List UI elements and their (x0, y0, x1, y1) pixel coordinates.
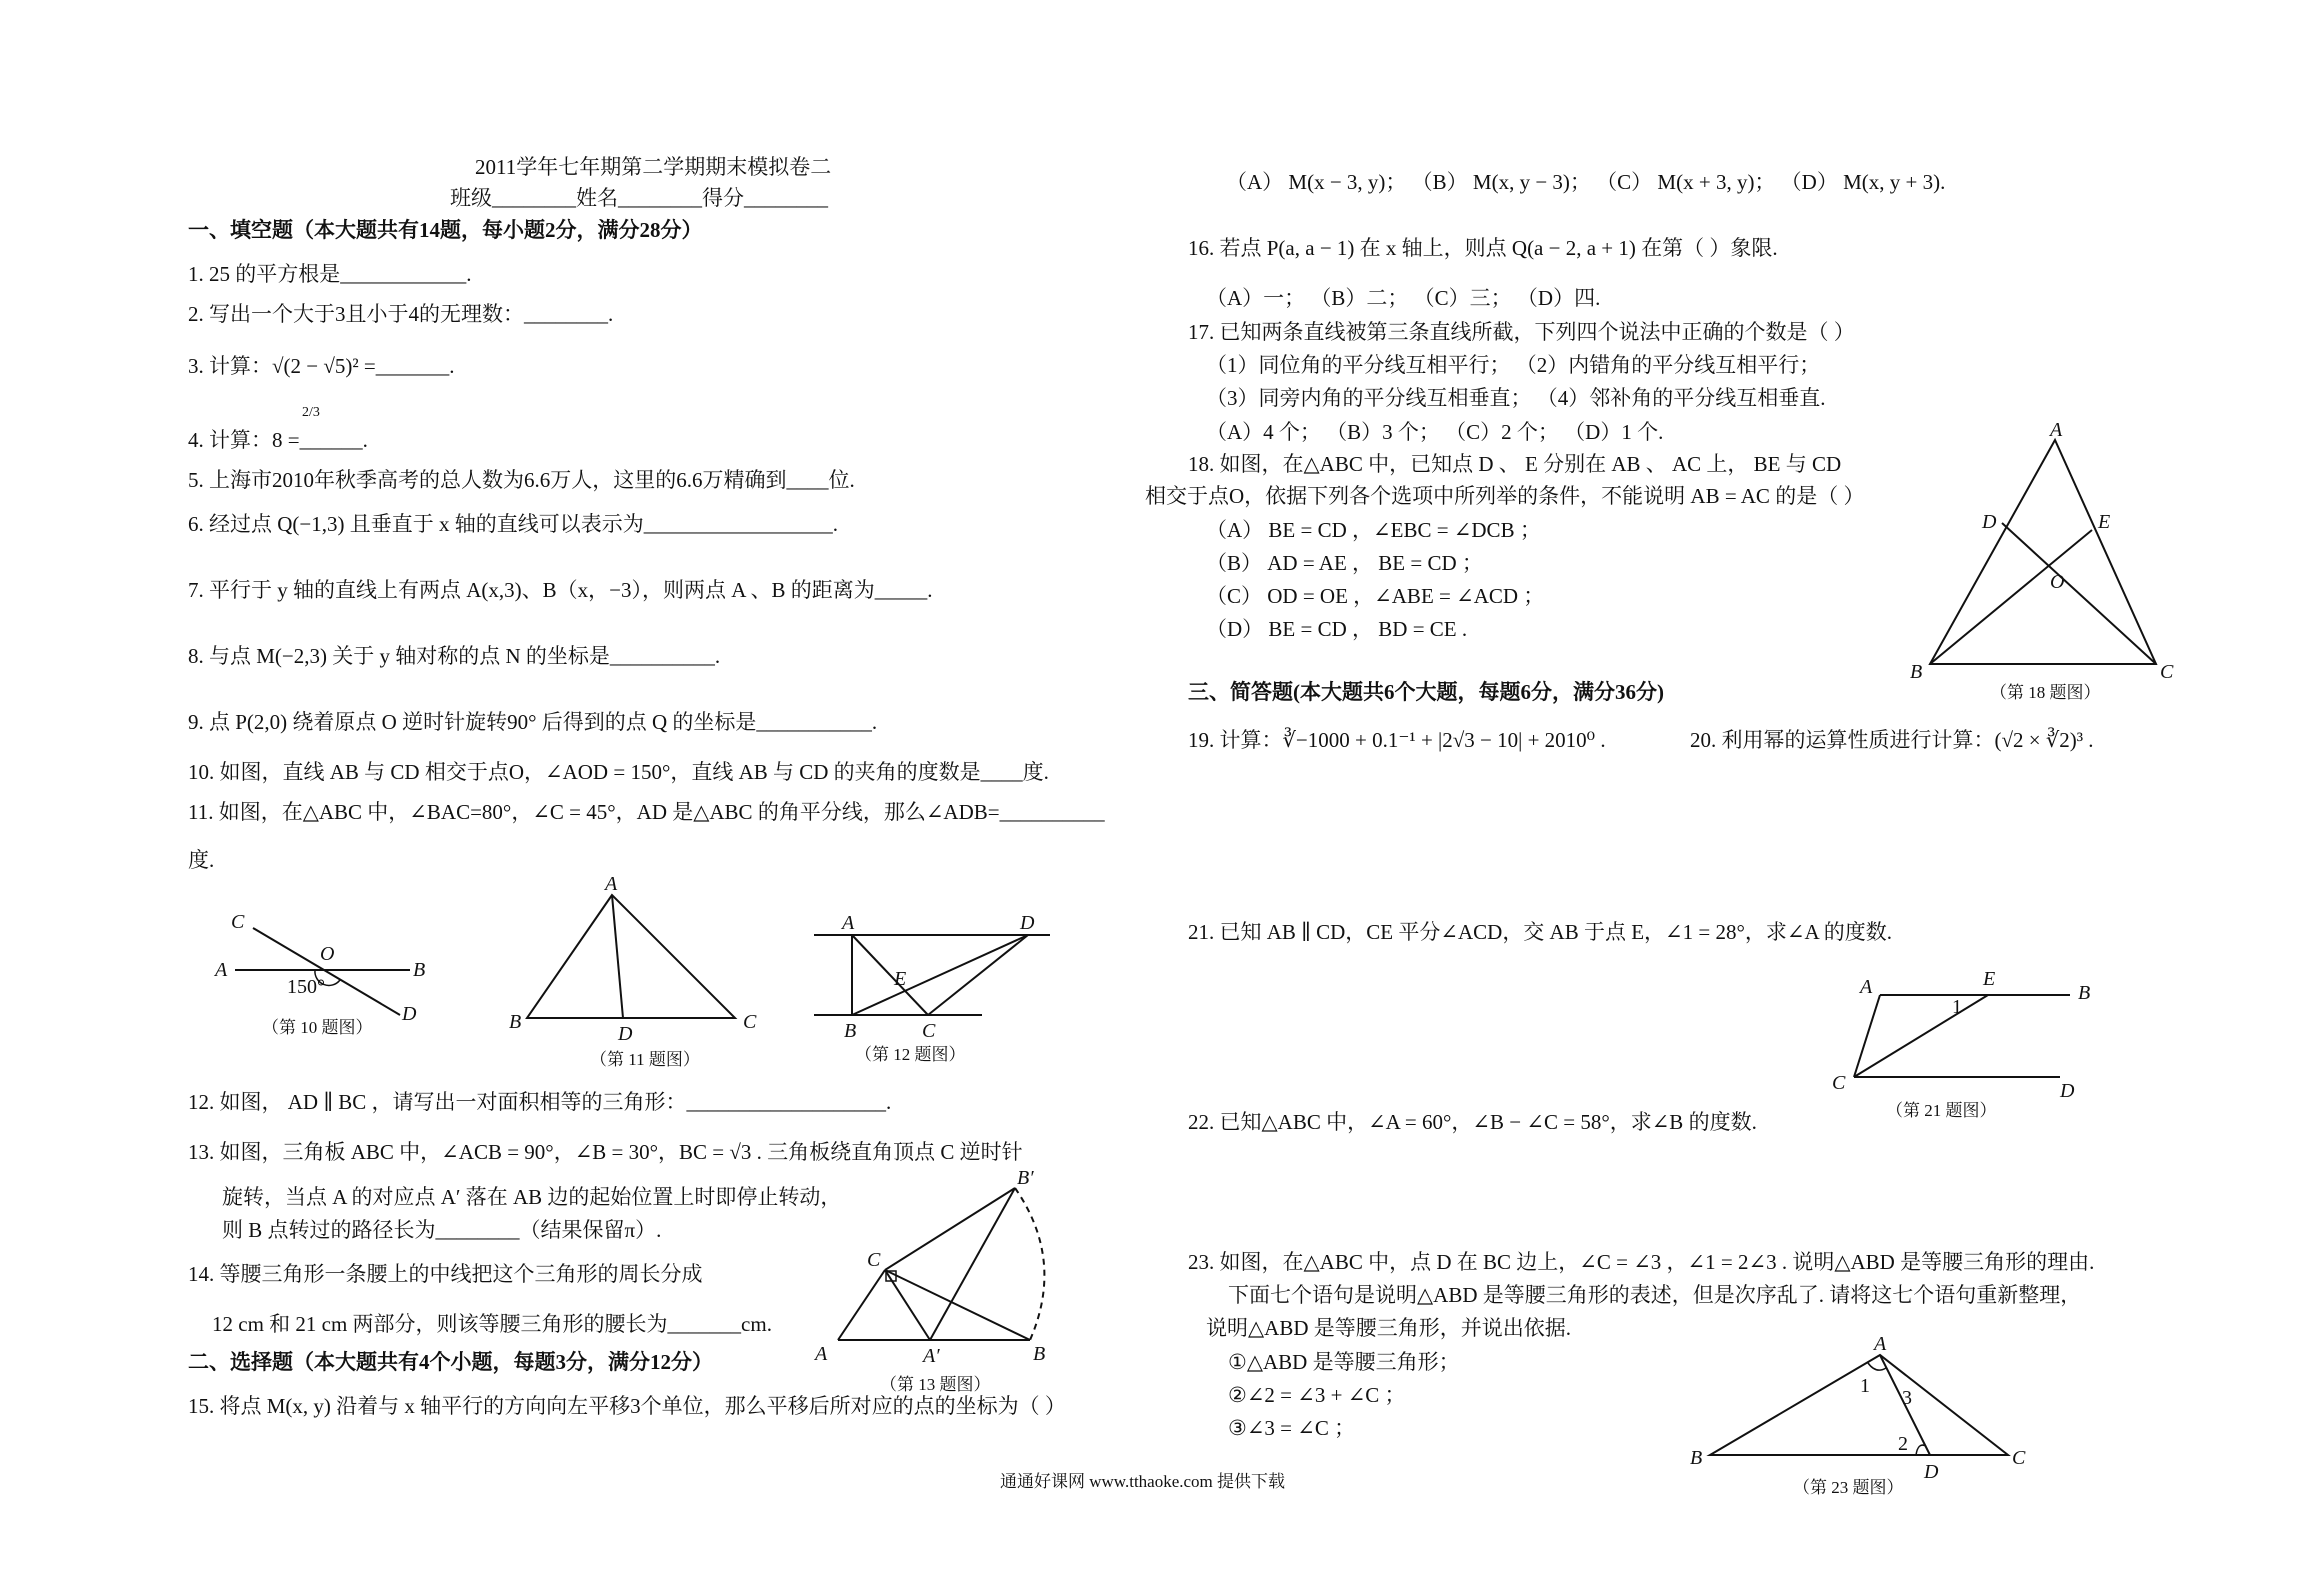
label-b: B (1690, 1447, 1703, 1469)
question-11-unit: 度. (188, 848, 215, 872)
figure-21-caption: （第 21 题图） (1886, 1101, 1997, 1120)
question-13-line-1: 13. 如图，三角板 ABC 中，∠ACB = 90°，∠B = 30°，BC = √3 . 三角板绕直角顶点 C 逆时针 (188, 1140, 1023, 1164)
triangle-abc (1710, 1355, 2008, 1455)
question-23-statement-2: ②∠2 = ∠3 + ∠C ； (1228, 1383, 1406, 1407)
label-d: D (618, 1023, 633, 1045)
question-9: 9. 点 P(2,0) 绕着原点 O 逆时针旋转90° 后得到的点 Q 的坐标是___________. (188, 710, 878, 734)
label-a: A (1860, 976, 1873, 998)
question-17-options: （A）4 个； （B）3 个； （C）2 个； （D）1 个. (1206, 420, 1664, 444)
label-b: B (413, 959, 426, 981)
question-18-option-d: （D） BE = CD ， BD = CE . (1206, 617, 1468, 641)
question-22: 22. 已知△ABC 中，∠A = 60°，∠B − ∠C = 58°，求∠B 的度数. (1188, 1110, 1757, 1134)
label-o: O (2050, 571, 2065, 593)
label-c: C (743, 1011, 757, 1033)
question-17: 17. 已知两条直线被第三条直线所截，下列四个说法中正确的个数是（ ） (1188, 320, 1855, 344)
page-title: 2011学年七年期第二学期期末模拟卷二 (475, 155, 832, 179)
segment-db (852, 935, 1028, 1015)
question-16-options: （A）一； （B）二； （C）三； （D）四. (1206, 286, 1601, 310)
question-23-line-2: 下面七个语句是说明△ABD 是等腰三角形的表述，但是次序乱了. 请将这七个语句重新整理， (1228, 1283, 2082, 1307)
angle-3-label: 3 (1902, 1387, 1912, 1409)
label-c: C (2012, 1447, 2026, 1469)
label-e: E (2098, 511, 2111, 533)
label-b: B (1033, 1343, 1046, 1365)
label-b: B (2078, 982, 2091, 1004)
question-14-line-1: 14. 等腰三角形一条腰上的中线把这个三角形的周长分成 (188, 1262, 703, 1286)
question-10: 10. 如图，直线 AB 与 CD 相交于点O，∠AOD = 150°，直线 AB 与 CD 的夹角的度数是____度. (188, 760, 1049, 784)
segment-ce (1854, 995, 1988, 1077)
question-16: 16. 若点 P(a, a − 1) 在 x 轴上，则点 Q(a − 2, a + 1) 在第（ ）象限. (1188, 236, 1778, 260)
question-18-option-a: （A） BE = CD ，∠EBC = ∠DCB ； (1206, 518, 1541, 542)
segment-be (1930, 530, 2092, 664)
question-13-line-3: 则 B 点转过的路径长为________（结果保留π）. (222, 1218, 662, 1242)
question-23-line-1: 23. 如图，在△ABC 中，点 D 在 BC 边上，∠C = ∠3 ，∠1 = 2∠3 . 说明△ABD 是等腰三角形的理由. (1188, 1250, 2095, 1274)
question-18-option-c: （C） OD = OE ，∠ABE = ∠ACD ； (1206, 584, 1545, 608)
segment-ac (852, 935, 928, 1015)
student-info-line: 班级________姓名________得分________ (450, 186, 828, 210)
label-a: A (815, 1343, 828, 1365)
label-d: D (2060, 1080, 2075, 1102)
angle-2-label: 2 (1898, 1433, 1908, 1455)
label-c: C (867, 1249, 881, 1271)
label-a: A (2050, 419, 2063, 441)
question-17-statements-2: （3）同旁内角的平分线互相垂直； （4）邻补角的平分线互相垂直. (1206, 386, 1826, 410)
label-d: D (1982, 511, 1997, 533)
figure-10-caption: （第 10 题图） (262, 1018, 373, 1037)
label-b-prime: B′ (1017, 1167, 1034, 1189)
figure-23 (1690, 1333, 2026, 1483)
question-12: 12. 如图， AD ∥ BC ，请写出一对面积相等的三角形：___________________. (188, 1090, 892, 1114)
question-17-statements-1: （1）同位角的平分线互相平行； （2）内错角的平分线互相平行； (1206, 353, 1821, 377)
segment-ca (838, 1270, 885, 1340)
section-fill-heading: 一、填空题（本大题共有14题，每小题2分，满分28分） (188, 218, 703, 242)
question-23-line-3: 说明△ABD 是等腰三角形，并说出依据. (1206, 1316, 1571, 1340)
label-a: A (842, 912, 855, 934)
question-21: 21. 已知 AB ∥ CD，CE 平分∠ACD，交 AB 于点 E，∠1 = 28°，求∠A 的度数. (1188, 920, 1893, 944)
question-5: 5. 上海市2010年秋季高考的总人数为6.6万人，这里的6.6万精确到____位. (188, 468, 855, 492)
question-15-options: （A） M(x − 3, y)； （B） M(x, y − 3)； （C） M(x + 3, y)； （D） M(x, y + 3). (1226, 170, 1946, 194)
angle-arc-a (1868, 1363, 1886, 1370)
question-4: 4. 计算：8 =______. (188, 428, 368, 452)
triangle-abc (1930, 440, 2156, 664)
question-15: 15. 将点 M(x, y) 沿着与 x 轴平行的方向向左平移3个单位，那么平移后所对应的点的坐标为（ ） (188, 1394, 1066, 1418)
label-e: E (894, 968, 907, 990)
question-6: 6. 经过点 Q(−1,3) 且垂直于 x 轴的直线可以表示为__________________. (188, 512, 838, 536)
question-18-line-1: 18. 如图，在△ABC 中，已知点 D 、 E 分别在 AB 、 AC 上， BE 与 CD (1188, 452, 1842, 476)
question-1: 1. 25 的平方根是____________. (188, 262, 472, 286)
figure-23-caption: （第 23 题图） (1793, 1478, 1904, 1497)
figure-13 (805, 1167, 1065, 1367)
label-d: D (402, 1003, 417, 1025)
figure-21 (1832, 965, 2100, 1102)
question-19: 19. 计算：∛−1000 + 0.1⁻¹ + |2√3 − 10| + 2010⁰ . (1188, 728, 1606, 752)
figure-12 (810, 912, 1070, 1045)
question-7: 7. 平行于 y 轴的直线上有两点 A(x,3)、B（x，−3），则两点 A 、B 的距离为_____. (188, 578, 933, 602)
question-4-exponent: 2/3 (302, 405, 320, 420)
question-8: 8. 与点 M(−2,3) 关于 y 轴对称的点 N 的坐标是__________. (188, 644, 721, 668)
question-23-statement-3: ③∠3 = ∠C ； (1228, 1416, 1356, 1440)
label-b: B (844, 1020, 857, 1042)
angle-1-label: 1 (1860, 1375, 1870, 1397)
label-d: D (1020, 912, 1035, 934)
label-d: D (1924, 1461, 1939, 1483)
question-23-statement-1: ①△ABD 是等腰三角形； (1228, 1350, 1460, 1374)
segment-a-prime-b-prime (930, 1188, 1015, 1340)
question-20: 20. 利用幂的运算性质进行计算：(√2 × ∛2)³ . (1690, 728, 2094, 752)
section-choice-heading: 二、选择题（本大题共有4个小题，每题3分，满分12分） (188, 1350, 713, 1374)
label-c: C (922, 1020, 936, 1042)
question-18-line-2: 相交于点O，依据下列各个选项中所列举的条件，不能说明 AB = AC 的是（ ） (1145, 484, 1865, 508)
label-a: A (1874, 1333, 1887, 1355)
footer-credit: 通通好课网 www.tthaoke.com 提供下载 (1000, 1472, 1286, 1491)
figure-13-caption: （第 13 题图） (880, 1375, 991, 1394)
bisector-ad (612, 895, 623, 1018)
angle-1-label: 1 (1952, 996, 1962, 1018)
figure-12-caption: （第 12 题图） (855, 1045, 966, 1064)
angle-arc-d (1916, 1445, 1926, 1455)
question-18-option-b: （B） AD = AE ， BE = CD ； (1206, 551, 1483, 575)
angle-label: 150° (287, 976, 325, 998)
section-short-heading: 三、简答题(本大题共6个大题，每题6分，满分36分) (1188, 680, 1664, 704)
figure-18-caption: （第 18 题图） (1990, 683, 2101, 702)
segment-cb-prime (885, 1188, 1015, 1270)
question-11: 11. 如图，在△ABC 中，∠BAC=80°，∠C = 45°，AD 是△ABC 的角平分线，那么∠ADB=__________ (188, 800, 1105, 824)
label-o: O (320, 943, 335, 965)
line-cd (253, 928, 400, 1015)
label-a-prime: A′ (923, 1345, 940, 1367)
segment-dc (928, 935, 1028, 1015)
question-3: 3. 计算：√(2 − √5)² =_______. (188, 354, 455, 378)
label-c: C (231, 911, 245, 933)
question-13-line-2: 旋转，当点 A 的对应点 A′ 落在 AB 边的起始位置上时即停止转动， (222, 1185, 842, 1209)
label-a: A (605, 873, 618, 895)
label-c: C (2160, 661, 2174, 683)
label-e: E (1983, 968, 1996, 990)
question-2: 2. 写出一个大于3且小于4的无理数：________. (188, 302, 614, 326)
rotation-arc (1015, 1188, 1044, 1340)
figure-11 (505, 873, 785, 1045)
label-a: A (215, 959, 228, 981)
segment-ac (1854, 995, 1880, 1077)
label-c: C (1832, 1072, 1846, 1094)
triangle-abc (527, 895, 735, 1018)
label-b: B (1910, 661, 1923, 683)
question-14-line-2: 12 cm 和 21 cm 两部分，则该等腰三角形的腰长为_______cm. (212, 1312, 772, 1336)
figure-11-caption: （第 11 题图） (590, 1050, 700, 1069)
label-b: B (509, 1011, 522, 1033)
figure-18 (1910, 419, 2174, 683)
segment-cd (2002, 523, 2156, 664)
